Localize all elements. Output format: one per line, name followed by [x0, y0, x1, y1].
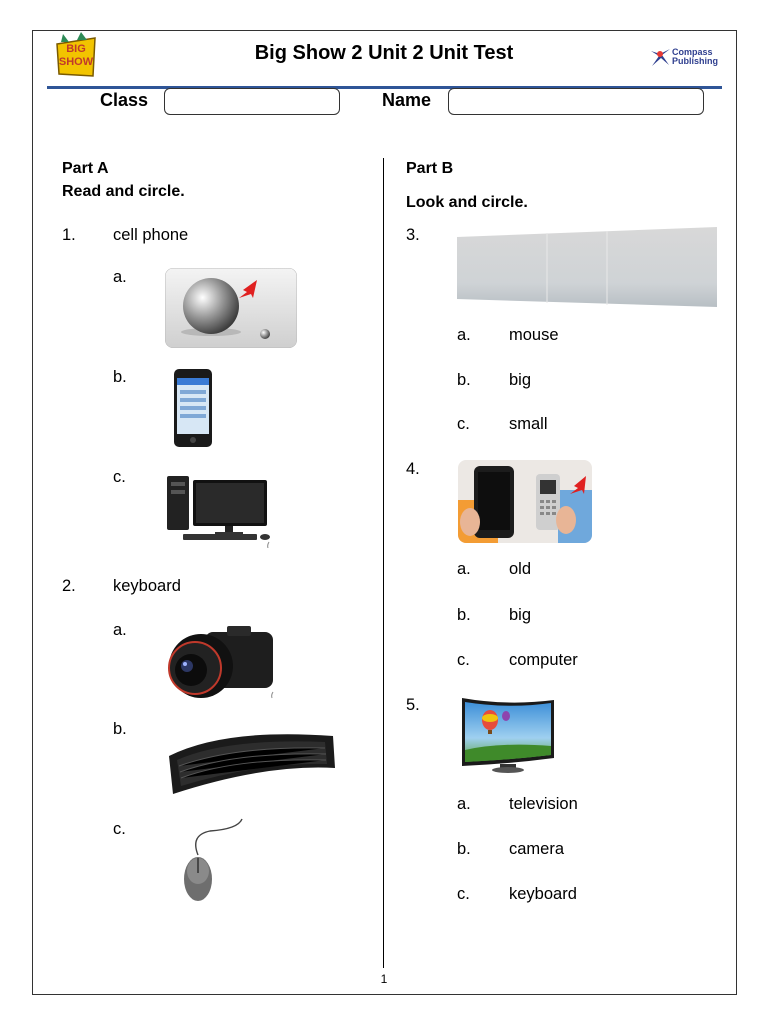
column-divider	[383, 158, 384, 968]
desktop-computer-image[interactable]	[165, 470, 275, 548]
compass-publishing-logo	[648, 46, 720, 68]
part-a-title: Part A	[62, 160, 109, 177]
q3-option-c-text[interactable]: small	[509, 415, 548, 433]
q3-option-b-text[interactable]: big	[509, 371, 532, 389]
q2-option-c-letter[interactable]: c.	[113, 820, 126, 838]
q5-option-b-letter[interactable]: b.	[457, 840, 471, 858]
question-1-prompt: cell phone	[113, 226, 189, 244]
camera-image[interactable]	[165, 622, 280, 702]
two-phones-image	[458, 460, 592, 543]
q4-option-b-text[interactable]: big	[509, 606, 532, 624]
metal-ball-image[interactable]	[165, 268, 297, 348]
question-1-number: 1.	[62, 226, 76, 244]
q2-option-a-letter[interactable]: a.	[113, 621, 127, 639]
mouse-image[interactable]	[180, 815, 250, 903]
name-field[interactable]	[448, 88, 704, 115]
part-a-instruction: Read and circle.	[62, 183, 185, 200]
q1-option-c-letter[interactable]: c.	[113, 468, 126, 486]
q1-option-a-letter[interactable]: a.	[113, 268, 127, 286]
q5-option-c-letter[interactable]: c.	[457, 885, 470, 903]
page-frame	[32, 30, 737, 995]
q4-option-c-text[interactable]: computer	[509, 651, 578, 669]
logo-text-top: BIG	[66, 43, 86, 55]
q5-option-a-text[interactable]: television	[509, 795, 578, 813]
q1-option-b-letter[interactable]: b.	[113, 368, 127, 386]
question-2-number: 2.	[62, 577, 76, 595]
name-label: Name	[382, 90, 432, 110]
logo-text-bottom: SHOW	[58, 56, 94, 68]
q4-option-a-letter[interactable]: a.	[457, 560, 471, 578]
q5-option-b-text[interactable]: camera	[509, 840, 565, 858]
q3-option-a-letter[interactable]: a.	[457, 326, 471, 344]
q4-option-b-letter[interactable]: b.	[457, 606, 471, 624]
publisher-line1: Compass	[672, 47, 713, 57]
q3-option-c-letter[interactable]: c.	[457, 415, 470, 433]
class-label: Class	[100, 90, 149, 110]
question-3-image	[457, 225, 717, 307]
class-field[interactable]	[164, 88, 340, 115]
television-image	[460, 694, 556, 776]
smartphone-image[interactable]	[173, 368, 213, 448]
q5-option-a-letter[interactable]: a.	[457, 795, 471, 813]
q4-option-a-text[interactable]: old	[509, 560, 532, 578]
part-b-instruction: Look and circle.	[406, 194, 528, 211]
q5-option-c-text[interactable]: keyboard	[509, 885, 577, 903]
question-2-prompt: keyboard	[113, 577, 181, 595]
question-3-number: 3.	[406, 226, 420, 244]
question-5-number: 5.	[406, 696, 420, 714]
page-title: Big Show 2 Unit 2 Unit Test	[254, 42, 514, 64]
q3-option-a-text[interactable]: mouse	[509, 326, 559, 344]
q2-option-b-letter[interactable]: b.	[113, 720, 127, 738]
part-b-title: Part B	[406, 160, 454, 177]
question-4-number: 4.	[406, 460, 420, 478]
keyboard-image[interactable]	[165, 728, 337, 798]
publisher-line2: Publishing	[672, 56, 718, 66]
q3-option-b-letter[interactable]: b.	[457, 371, 471, 389]
page-number: 1	[380, 972, 388, 986]
q4-option-c-letter[interactable]: c.	[457, 651, 470, 669]
